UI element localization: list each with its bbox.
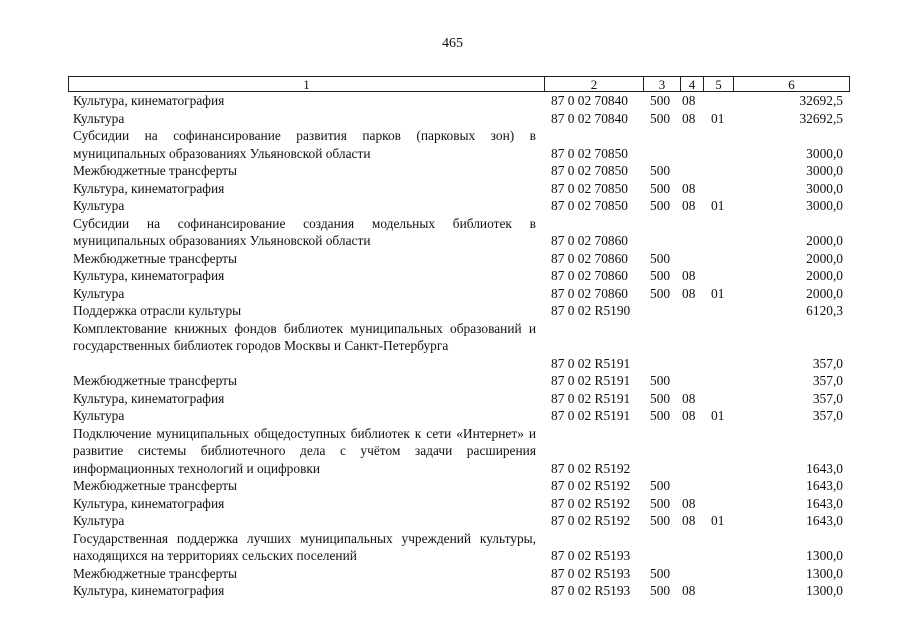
row-col-3: 500 [650, 495, 671, 511]
row-description: Культура, кинематография [73, 268, 225, 283]
row-col-4: 08 [682, 285, 696, 301]
table-row [0, 197, 905, 215]
table-row [0, 372, 905, 390]
row-amount: 2000,0 [806, 285, 843, 301]
row-col-4: 08 [682, 583, 696, 598]
table-header [68, 76, 850, 92]
table-row [0, 180, 905, 198]
row-col-3: 500 [650, 583, 671, 598]
row-code: 87 0 02 R5191 [551, 355, 631, 371]
row-code: 87 0 02 70850 [551, 145, 628, 161]
row-col-4: 08 [682, 110, 696, 126]
row-code: 87 0 02 R5191 [551, 390, 631, 406]
row-description: Государственная поддержка лучших муниципальных учреждений культуры, находящихся на территориях сельских поселений [73, 530, 536, 563]
row-code: 87 0 02 70850 [551, 198, 628, 213]
row-description: Подключение муниципальных общедоступных библиотек к сети «Интернет» и развитие системы библиотечного дела с учётом задачи расширения информационных технологий и оцифровки [73, 425, 536, 476]
row-amount: 2000,0 [806, 268, 843, 283]
row-amount: 6120,3 [806, 303, 843, 318]
table-row [0, 530, 905, 565]
row-description: Культура, кинематография [73, 390, 225, 406]
row-col-3: 500 [650, 565, 671, 581]
row-description: Культура [73, 198, 125, 213]
row-code: 87 0 02 70850 [551, 180, 628, 196]
row-col-4: 08 [682, 390, 696, 406]
row-amount: 1643,0 [806, 478, 843, 493]
row-description: Субсидии на софинансирование развития парков (парковых зон) в муниципальных образованиях Ульяновской области [73, 128, 536, 161]
row-description: Межбюджетные трансферты [73, 478, 237, 493]
row-col-4: 08 [682, 180, 696, 196]
table-row [0, 390, 905, 408]
row-description: Субсидии на софинансирование создания модельных библиотек в муниципальных образованиях Ульяновской области [73, 215, 536, 248]
row-code: 87 0 02 R5191 [551, 408, 631, 423]
row-amount: 1300,0 [806, 548, 843, 563]
row-col-5: 01 [711, 513, 725, 528]
row-amount: 357,0 [812, 408, 843, 423]
header-col-5: 5 [703, 77, 733, 91]
header-col-2: 2 [544, 77, 643, 91]
row-col-5: 01 [711, 408, 725, 423]
row-col-5: 01 [711, 110, 725, 126]
row-code: 87 0 02 70840 [551, 110, 628, 126]
row-col-3: 500 [650, 250, 671, 266]
table-row [0, 162, 905, 180]
row-description: Культура [73, 408, 125, 423]
row-code: 87 0 02 R5191 [551, 373, 631, 388]
row-col-3: 500 [650, 478, 671, 493]
row-code: 87 0 02 70850 [551, 163, 628, 178]
row-amount: 357,0 [812, 373, 843, 388]
row-col-3: 500 [650, 285, 671, 301]
table-row [0, 425, 905, 478]
row-col-3: 500 [650, 373, 671, 388]
row-amount: 357,0 [812, 355, 843, 371]
row-amount: 3000,0 [806, 180, 843, 196]
row-code: 87 0 02 R5190 [551, 303, 631, 318]
table-row [0, 512, 905, 530]
row-amount: 1643,0 [806, 495, 843, 511]
row-code: 87 0 02 70860 [551, 285, 628, 301]
header-col-1: 1 [303, 77, 310, 92]
row-amount: 357,0 [812, 390, 843, 406]
row-col-5: 01 [711, 285, 725, 301]
row-description: Культура, кинематография [73, 583, 225, 598]
row-col-3: 500 [650, 198, 671, 213]
table-row [0, 320, 905, 373]
row-code: 87 0 02 R5192 [551, 513, 631, 528]
row-code: 87 0 02 R5192 [551, 460, 631, 476]
table-row [0, 250, 905, 268]
row-description: Культура [73, 285, 125, 301]
row-amount: 1300,0 [806, 583, 843, 598]
table-row [0, 92, 905, 110]
table-row [0, 285, 905, 303]
row-amount: 1300,0 [806, 565, 843, 581]
row-code: 87 0 02 R5193 [551, 565, 631, 581]
table-row [0, 215, 905, 250]
row-code: 87 0 02 70860 [551, 233, 628, 248]
table-body [0, 92, 905, 600]
table-row [0, 582, 905, 600]
row-description: Межбюджетные трансферты [73, 163, 237, 178]
row-description: Культура [73, 513, 125, 528]
row-col-3: 500 [650, 268, 671, 283]
row-col-3: 500 [650, 390, 671, 406]
table-row [0, 477, 905, 495]
row-description: Поддержка отрасли культуры [73, 303, 242, 318]
row-description: Культура, кинематография [73, 495, 225, 511]
row-code: 87 0 02 R5192 [551, 478, 631, 493]
row-code: 87 0 02 R5193 [551, 548, 631, 563]
row-code: 87 0 02 R5193 [551, 583, 631, 598]
row-col-3: 500 [650, 513, 671, 528]
row-code: 87 0 02 70860 [551, 250, 628, 266]
row-amount: 32692,5 [799, 110, 843, 126]
row-col-3: 500 [650, 408, 671, 423]
row-col-5: 01 [711, 198, 725, 213]
row-description: Культура [73, 110, 125, 126]
row-col-4: 08 [682, 495, 696, 511]
table-row [0, 110, 905, 128]
row-description: Межбюджетные трансферты [73, 373, 237, 388]
table-row [0, 302, 905, 320]
header-col-6: 6 [733, 77, 849, 91]
row-description: Культура, кинематография [73, 180, 225, 196]
row-col-4: 08 [682, 268, 696, 283]
table-row [0, 267, 905, 285]
row-amount: 1643,0 [806, 460, 843, 476]
row-description: Межбюджетные трансферты [73, 250, 237, 266]
row-col-4: 08 [682, 513, 696, 528]
row-col-3: 500 [650, 110, 671, 126]
row-col-3: 500 [650, 163, 671, 178]
row-code: 87 0 02 70840 [551, 93, 628, 108]
header-col-3: 3 [643, 77, 680, 91]
row-col-4: 08 [682, 93, 696, 108]
row-amount: 3000,0 [806, 145, 843, 161]
row-code: 87 0 02 R5192 [551, 495, 631, 511]
row-col-4: 08 [682, 408, 696, 423]
row-col-4: 08 [682, 198, 696, 213]
row-description: Культура, кинематография [73, 93, 225, 108]
table-row [0, 495, 905, 513]
table-row [0, 565, 905, 583]
header-col-4: 4 [680, 77, 703, 91]
page-number: 465 [442, 36, 463, 51]
row-description: Комплектование книжных фондов библиотек муниципальных образований и государственных библиотек городов Москвы и Санкт-Петербурга [73, 320, 536, 353]
table-row [0, 127, 905, 162]
row-amount: 1643,0 [806, 513, 843, 528]
row-amount: 2000,0 [806, 233, 843, 248]
row-description: Межбюджетные трансферты [73, 565, 237, 581]
row-col-3: 500 [650, 180, 671, 196]
table-row [0, 407, 905, 425]
row-code: 87 0 02 70860 [551, 268, 628, 283]
row-amount: 3000,0 [806, 198, 843, 213]
row-amount: 32692,5 [799, 93, 843, 108]
row-amount: 3000,0 [806, 163, 843, 178]
row-col-3: 500 [650, 93, 671, 108]
row-amount: 2000,0 [806, 250, 843, 266]
